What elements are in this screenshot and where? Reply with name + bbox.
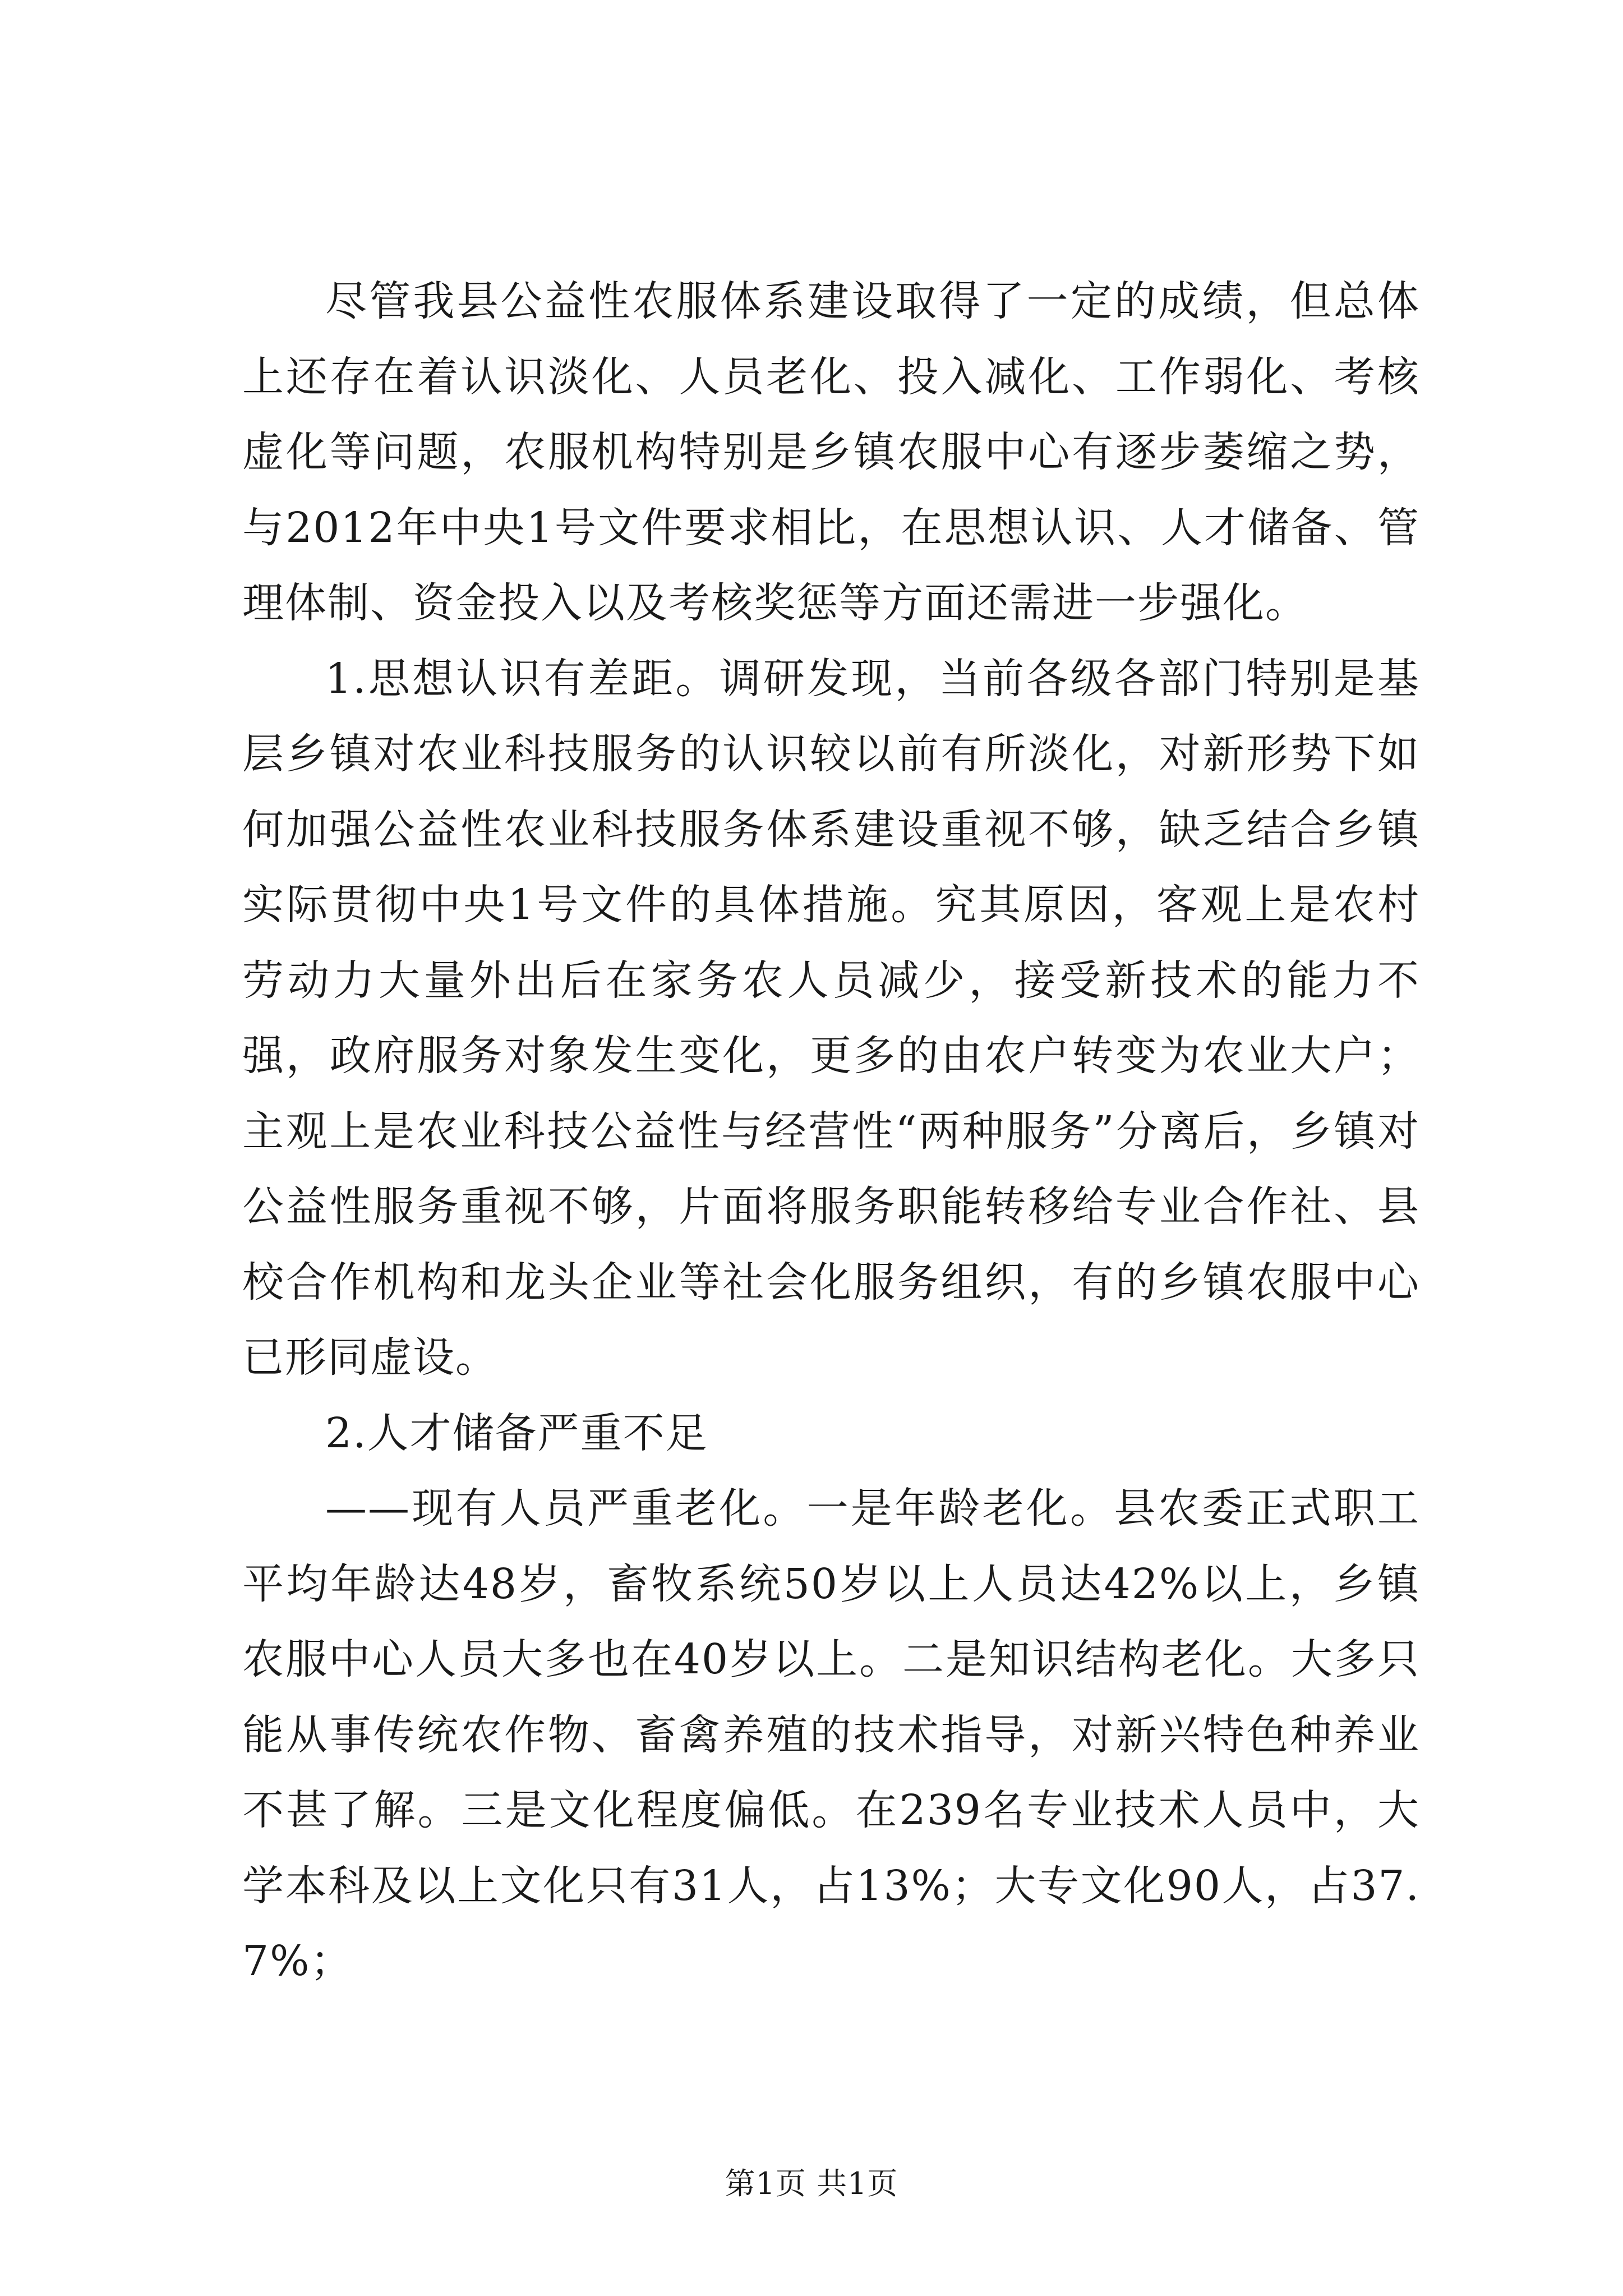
paragraph-staff-aging: ——现有人员严重老化。一是年龄老化。县农委正式职工平均年龄达48岁，畜牧系统50岁以上人员达42%以上，乡镇农服中心人员大多也在40岁以上。二是知识结构老化。大多只能从事传统农作物、畜禽养殖的技术指导，对新兴特色种养业不甚了解。三是文化程度偏低。在239名专业技术人员中，大学本科及以上文化只有31人，占13%；大专文化90人，占37.7%； <box>242 1484 1420 1985</box>
paragraph-talent-heading: 2.人才储备严重不足 <box>325 1409 708 1457</box>
document-body <box>242 264 1420 1999</box>
paragraph-intro: 尽管我县公益性农服体系建设取得了一定的成绩，但总体上还存在着认识淡化、人员老化、投入减化、工作弱化、考核虚化等问题，农服机构特别是乡镇农服中心有逐步萎缩之势，与2012年中央1号文件要求相比，在思想认识、人才储备、管理体制、资金投入以及考核奖惩等方面还需进一步强化。 <box>242 277 1420 627</box>
page-footer: 第1页 共1页 <box>725 2166 898 2201</box>
paragraph-ideological-gap: 1.思想认识有差距。调研发现，当前各级各部门特别是基层乡镇对农业科技服务的认识较以前有所淡化，对新形势下如何加强公益性农业科技服务体系建设重视不够，缺乏结合乡镇实际贯彻中央1号文件的具体措施。究其原因，客观上是农村劳动力大量外出后在家务农人员减少，接受新技术的能力不强，政府服务对象发生变化，更多的由农户转变为农业大户；主观上是农业科技公益性与经营性“两种服务”分离后，乡镇对公益性服务重视不够，片面将服务职能转移给专业合作社、县校合作机构和龙头企业等社会化服务组织，有的乡镇农服中心已形同虚设。 <box>242 654 1420 1382</box>
